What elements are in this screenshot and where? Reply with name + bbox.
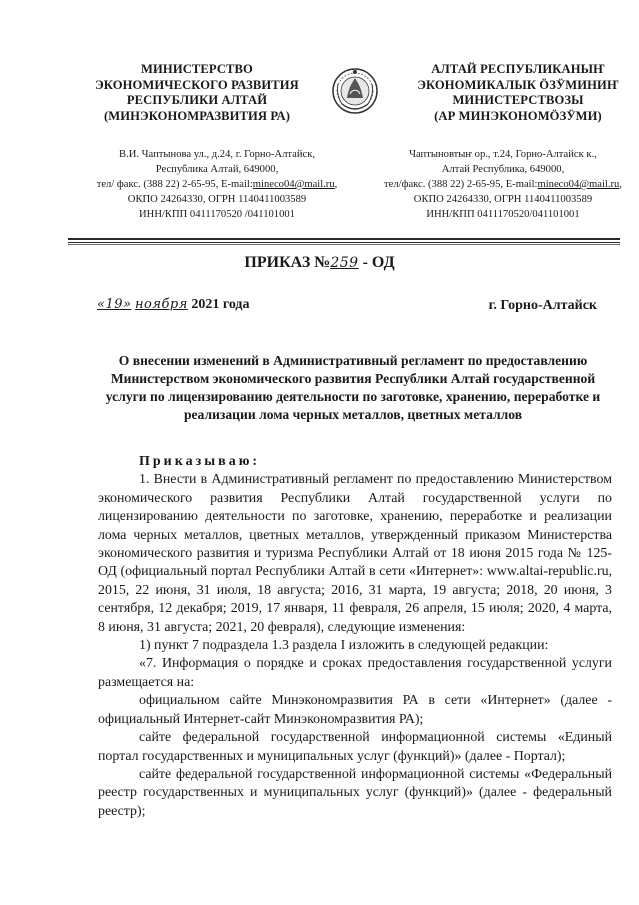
date-year: 2021 года bbox=[191, 297, 250, 312]
paragraph: сайте федеральной государственной информационной системы «Единый портал государственных и муниципальных услуг (функций)» (далее - Портал); bbox=[98, 730, 612, 764]
contact-line bbox=[358, 177, 639, 192]
registry-line: ОКПО 24264330, ОГРН 1140411003589 bbox=[127, 194, 307, 205]
punct: , bbox=[334, 179, 338, 190]
ministry-name-altai bbox=[388, 62, 639, 124]
order-title-prefix: ПРИКАЗ № bbox=[244, 254, 331, 271]
order-date bbox=[97, 297, 250, 313]
date-month: ноября bbox=[134, 297, 188, 312]
paragraph: 1) пункт 7 подраздела 1.3 раздела I изложить в следующей редакции: bbox=[139, 638, 549, 654]
header-line: АЛТАЙ РЕСПУБЛИКАНЫҤ bbox=[431, 62, 605, 76]
ministry-name-russian bbox=[92, 62, 302, 124]
address-line: Алтай Республика, 649000, bbox=[441, 164, 565, 175]
email-link[interactable]: mineco04@mail.ru bbox=[537, 179, 620, 190]
header-divider bbox=[68, 242, 620, 243]
contact-line bbox=[72, 177, 362, 192]
header-divider bbox=[68, 238, 620, 240]
order-number: 259 bbox=[330, 255, 359, 271]
header-line: МИНИСТЕРСТВОЗЫ bbox=[452, 93, 584, 107]
directive-heading bbox=[98, 453, 612, 471]
tax-id-line: ИНН/КПП 0411170520 /041101001 bbox=[139, 209, 295, 220]
header-line: ЭКОНОМИКАЛЫК ӦЗӰМИНИҤ bbox=[417, 77, 619, 92]
paragraph: 1. Внести в Административный регламент по предоставлению Министерством экономического развития Республики Алтай государственной услуги по лицензированию деятельности по заготовке, хранению, переработке и реализации лома черных металлов, цветных металлов, утвержденный приказом Министерства экономического развития и туризма Республики Алтай от 18 июня 2015 года № 125-ОД (официальный портал Республики Алтай в сети «Интернет»: www.altai-republic.ru, 2015, 22 июня, 31 июля, 18 августа; 2016, 31 марта, 19 августа; 2018, 20 июня, 3 сентября, 12 декабря; 2019, 17 января, 11 февраля, 26 апреля, 15 июля; 2020, 4 марта, 8 июня, 31 августа; 2021, 20 февраля), следующие изменения: bbox=[98, 472, 612, 635]
header-line: (АР МИНЭКОНОМӦЗӰМИ) bbox=[434, 108, 602, 123]
phone-text: тел/ факс. (388 22) 2-65-95, E-mail: bbox=[96, 179, 253, 190]
header-line: РЕСПУБЛИКИ АЛТАЙ bbox=[126, 93, 268, 107]
coat-of-arms-icon bbox=[330, 64, 380, 120]
tax-id-line: ИНН/КПП 0411170520/041101001 bbox=[426, 209, 580, 220]
punct: , bbox=[619, 179, 622, 190]
email-link[interactable]: mineco04@mail.ru bbox=[252, 179, 335, 190]
header-line: МИНИСТЕРСТВО bbox=[141, 62, 253, 76]
address-line: Чаптыновтыҥ ор., т.24, Горно-Алтайск к., bbox=[409, 149, 597, 160]
order-title-suffix: - ОД bbox=[358, 254, 395, 271]
paragraph: «7. Информация о порядке и сроках предоставления государственной услуги размещается на: bbox=[98, 656, 612, 690]
order-title bbox=[0, 254, 639, 272]
date-day: «19» bbox=[97, 297, 132, 312]
order-city: г. Горно-Алтайск bbox=[488, 298, 597, 313]
address-russian bbox=[72, 147, 362, 222]
header-divider bbox=[68, 244, 620, 245]
order-body bbox=[98, 453, 612, 821]
prikazyvayu-text: Приказываю: bbox=[139, 454, 261, 469]
address-altai bbox=[358, 147, 639, 222]
header-line: (МИНЭКОНОМРАЗВИТИЯ РА) bbox=[103, 108, 291, 123]
registry-line: ОКПО 24264330, ОГРН 1140411003589 bbox=[413, 194, 593, 205]
address-line: Республика Алтай, 649000, bbox=[155, 164, 279, 175]
paragraph: сайте федеральной государственной информационной системы «Федеральный реестр государственных и муниципальных услуг (функций)» (далее - федеральный реестр); bbox=[98, 766, 612, 819]
order-subject: О внесении изменений в Административный регламент по предоставлению Министерством экономического развития Республики Алтай государственной услуги по лицензированию деятельности по заготовке, хранению, переработке и реализации лома черных металлов, цветных металлов bbox=[105, 353, 601, 422]
header-line: ЭКОНОМИЧЕСКОГО РАЗВИТИЯ bbox=[95, 77, 299, 92]
address-line: В.И. Чаптынова ул., д.24, г. Горно-Алтайск, bbox=[119, 149, 315, 160]
paragraph: официальном сайте Минэкономразвития РА в сети «Интернет» (далее - официальный Интернет-сайт Минэкономразвития РА); bbox=[98, 693, 612, 727]
phone-text: тел/факс. (388 22) 2-65-95, E-mail: bbox=[384, 179, 538, 190]
